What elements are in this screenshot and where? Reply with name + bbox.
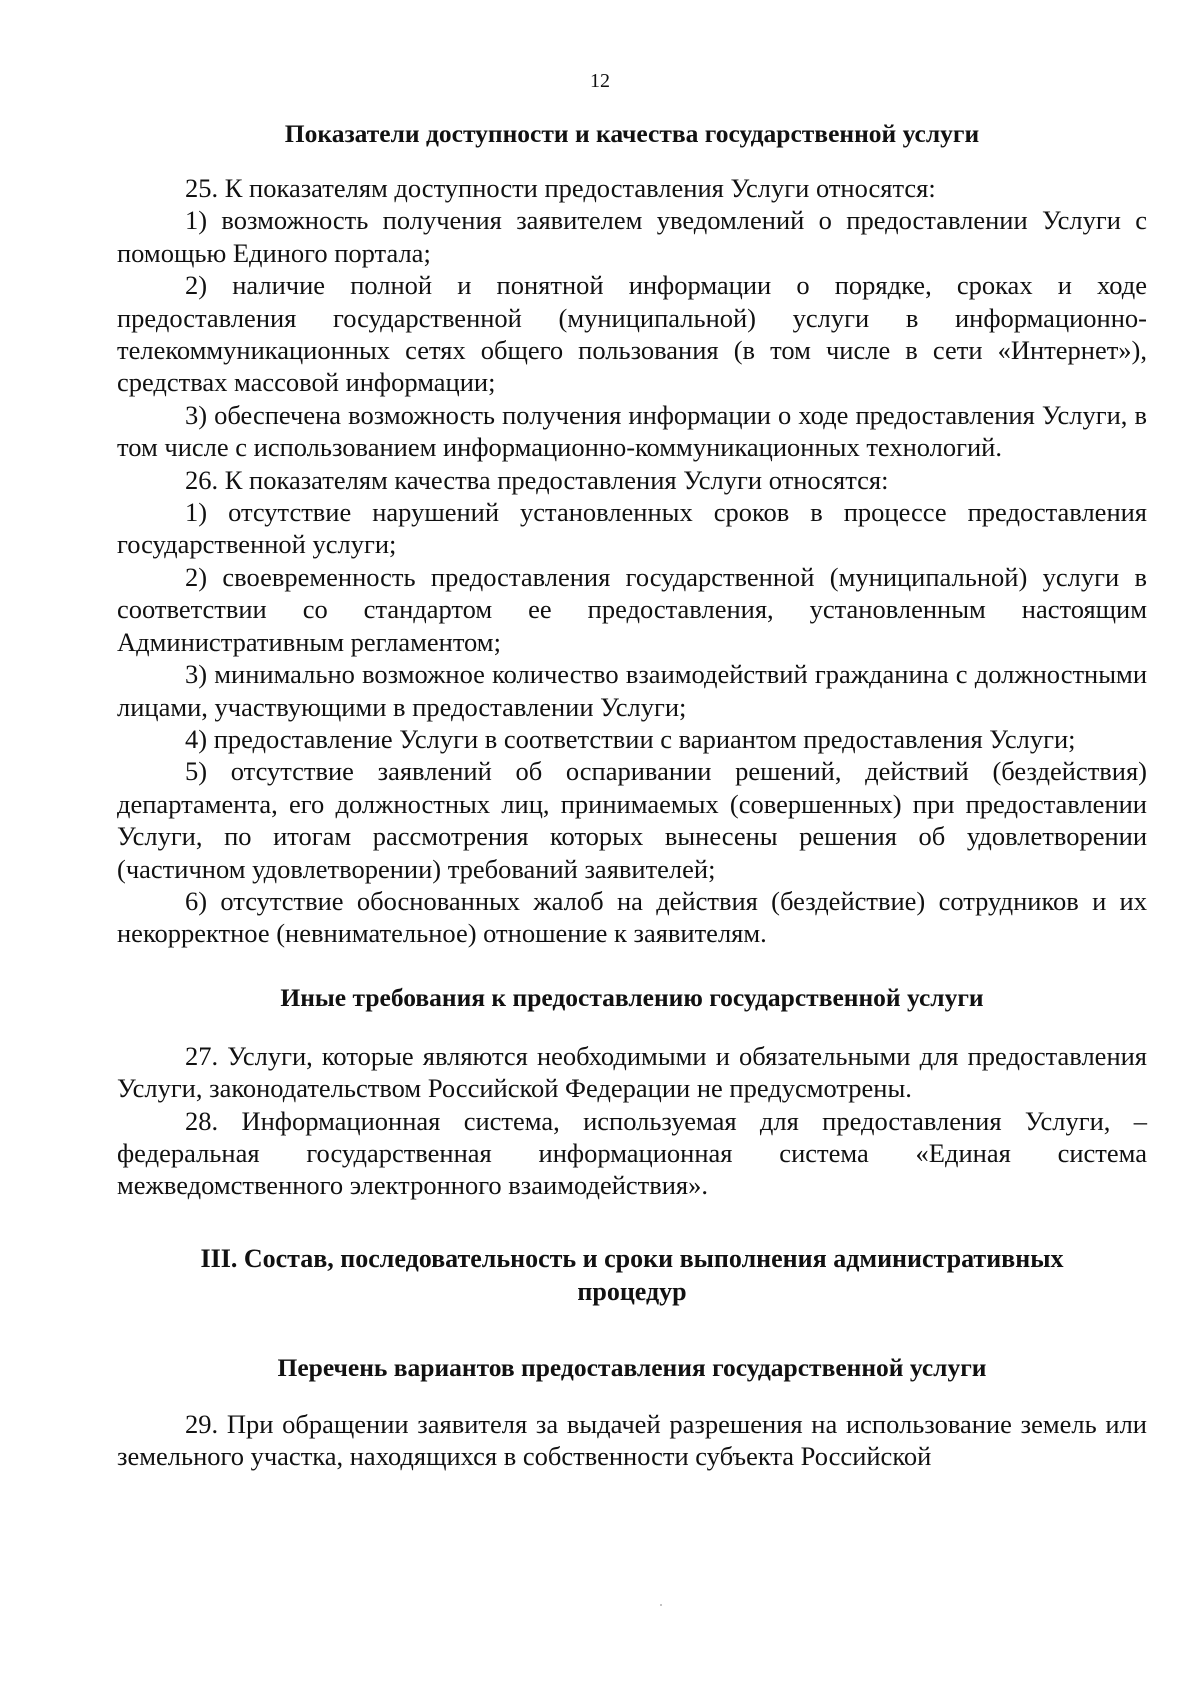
section-heading-service-variants: Перечень вариантов предоставления государственной услуги [277,1352,987,1382]
page-number: 12 [590,70,610,92]
chapter-heading-procedures [117,1242,1147,1308]
paragraph: 27. Услуги, которые являются необходимыми и обязательными для предоставления Услуги, законодательством Российской Федерации не предусмотрены. [117,1040,1147,1104]
document-body [117,118,1147,1473]
section-heading-availability-quality: Показатели доступности и качества государственной услуги [284,119,980,148]
paragraph: 1) отсутствие нарушений установленных сроков в процессе предоставления государственной услуги; [117,497,1147,560]
paragraph: 6) отсутствие обоснованных жалоб на действия (бездействие) сотрудников и их некорректное (невнимательное) отношение к заявителям. [117,885,1147,949]
paragraph: 26. К показателям качества предоставления Услуги относятся: [185,464,889,495]
paragraph: 3) минимально возможное количество взаимодействий гражданина с должностными лицами, участвующими в предоставлении Услуги; [117,659,1147,722]
paragraph: 28. Информационная система, используемая для предоставления Услуги, – федеральная государственная информационная система «Единая система межведомственного электронного взаимодействия». [117,1105,1147,1201]
paragraph: 2) своевременность предоставления государственной (муниципальной) услуги в соответствии со стандартом ее предоставления, установленным настоящим Административным регламентом; [117,561,1147,657]
chapter-heading-line-2: процедур [577,1276,687,1306]
paragraph: 25. К показателям доступности предоставления Услуги относятся: [185,173,936,203]
paragraph: 1) возможность получения заявителем уведомлений о предоставлении Услуги с помощью Единого портала; [117,205,1147,268]
chapter-heading-line-1: III. Состав, последовательность и сроки выполнения административных [200,1243,1064,1273]
paragraph: 3) обеспечена возможность получения информации о ходе предоставления Услуги, в том числе с использованием информационно-коммуникационных технологий. [117,399,1147,463]
paragraph: 5) отсутствие заявлений об оспаривании решений, действий (бездействия) департамента, его должностных лиц, принимаемых (совершенных) при предоставлении Услуги, по итогам рассмотрения которых вынесены решения об удовлетворении (частичном удовлетворении) требований заявителей; [117,756,1147,884]
paragraph: 29. При обращении заявителя за выдачей разрешения на использование земель или земельного участка, находящихся в собственности субъекта Российской [117,1408,1147,1472]
section-heading-other-requirements: Иные требования к предоставлению государственной услуги [280,982,984,1012]
paragraph: 2) наличие полной и понятной информации о порядке, сроках и ходе предоставления государственной (муниципальной) услуги в информационно-телекоммуникационных сетях общего пользования (в том числе в сети «Интернет»), средствах массовой информации; [117,270,1147,398]
scan-artifact-dot [660,1604,662,1606]
paragraph: 4) предоставление Услуги в соответствии с вариантом предоставления Услуги; [185,723,1076,754]
